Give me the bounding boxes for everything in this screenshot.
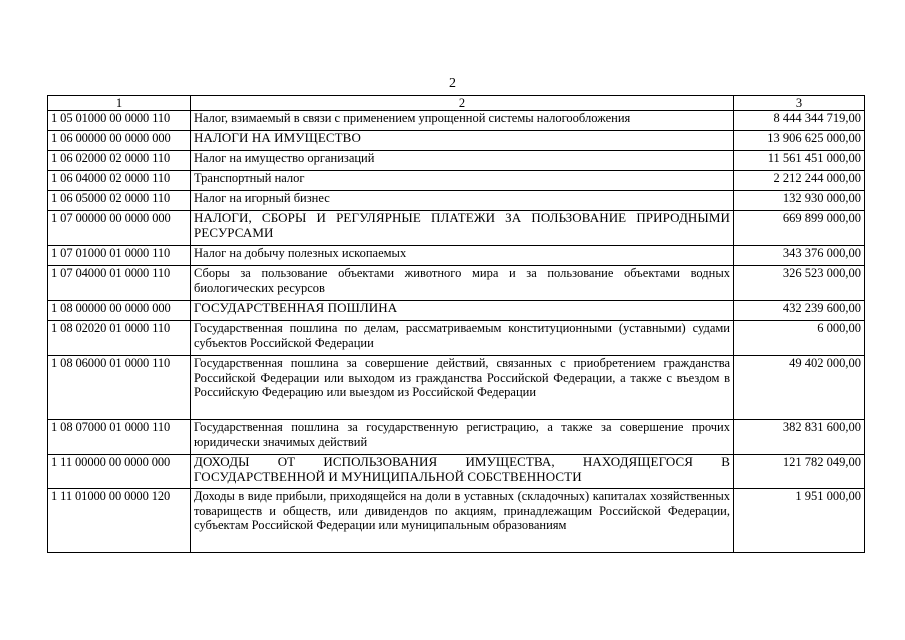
row-code: 1 07 00000 00 0000 000 <box>48 211 191 246</box>
row-code: 1 08 06000 01 0000 110 <box>48 356 191 420</box>
row-code: 1 06 05000 02 0000 110 <box>48 191 191 211</box>
row-amount: 2 212 244 000,00 <box>734 171 865 191</box>
row-name: Сборы за пользование объектами животного мира и за пользование объектами водных биологических ресурсов <box>191 266 734 301</box>
row-amount: 11 561 451 000,00 <box>734 151 865 171</box>
row-name: Налог на игорный бизнес <box>191 191 734 211</box>
row-code: 1 11 00000 00 0000 000 <box>48 455 191 489</box>
row-name: Государственная пошлина по делам, рассматриваемым конституционными (уставными) судами субъектов Российской Федерации <box>191 321 734 356</box>
table-row <box>48 191 865 211</box>
row-amount: 669 899 000,00 <box>734 211 865 246</box>
table-row <box>48 266 865 301</box>
row-amount: 326 523 000,00 <box>734 266 865 301</box>
table-row <box>48 301 865 321</box>
row-code: 1 06 00000 00 0000 000 <box>48 131 191 151</box>
table-row <box>48 171 865 191</box>
row-name: Транспортный налог <box>191 171 734 191</box>
table-row <box>48 420 865 455</box>
row-name: Доходы в виде прибыли, приходящейся на доли в уставных (складочных) капиталах хозяйственных товариществ и обществ, или дивидендов по акциям, принадлежащим Российской Федерации, субъектам Российской Федерации или муниципальным образованиям <box>191 489 734 553</box>
row-code: 1 08 00000 00 0000 000 <box>48 301 191 321</box>
row-name: Налог на добычу полезных ископаемых <box>191 246 734 266</box>
table-row <box>48 321 865 356</box>
table-row <box>48 211 865 246</box>
table-row <box>48 489 865 553</box>
row-name: Налог, взимаемый в связи с применением упрощенной системы налогообложения <box>191 111 734 131</box>
table-row <box>48 111 865 131</box>
row-code: 1 07 04000 01 0000 110 <box>48 266 191 301</box>
table-row <box>48 151 865 171</box>
column-header-2: 2 <box>191 96 734 111</box>
table-row <box>48 356 865 420</box>
row-amount: 343 376 000,00 <box>734 246 865 266</box>
row-amount: 382 831 600,00 <box>734 420 865 455</box>
row-name: НАЛОГИ, СБОРЫ И РЕГУЛЯРНЫЕ ПЛАТЕЖИ ЗА ПОЛЬЗОВАНИЕ ПРИРОДНЫМИ РЕСУРСАМИ <box>191 211 734 246</box>
row-name: ДОХОДЫ ОТ ИСПОЛЬЗОВАНИЯ ИМУЩЕСТВА, НАХОДЯЩЕГОСЯ В ГОСУДАРСТВЕННОЙ И МУНИЦИПАЛЬНОЙ СОБСТВЕННОСТИ <box>191 455 734 489</box>
row-code: 1 08 02020 01 0000 110 <box>48 321 191 356</box>
row-amount: 13 906 625 000,00 <box>734 131 865 151</box>
revenue-table <box>47 95 865 553</box>
column-header-3: 3 <box>734 96 865 111</box>
row-amount: 1 951 000,00 <box>734 489 865 553</box>
table-header-row <box>48 96 865 111</box>
row-amount: 121 782 049,00 <box>734 455 865 489</box>
column-header-1: 1 <box>48 96 191 111</box>
row-code: 1 06 02000 02 0000 110 <box>48 151 191 171</box>
table-row <box>48 455 865 489</box>
row-name: Государственная пошлина за совершение действий, связанных с приобретением гражданства Российской Федерации или выходом из гражданства Российской Федерации, а также с въездом в Российскую Федерацию или выездом из Российской Федерации <box>191 356 734 420</box>
row-code: 1 08 07000 01 0000 110 <box>48 420 191 455</box>
table-row <box>48 246 865 266</box>
row-amount: 132 930 000,00 <box>734 191 865 211</box>
row-amount: 49 402 000,00 <box>734 356 865 420</box>
row-name: Государственная пошлина за государственную регистрацию, а также за совершение прочих юридически значимых действий <box>191 420 734 455</box>
row-amount: 432 239 600,00 <box>734 301 865 321</box>
row-amount: 8 444 344 719,00 <box>734 111 865 131</box>
page-number: 2 <box>449 76 456 91</box>
row-code: 1 06 04000 02 0000 110 <box>48 171 191 191</box>
row-code: 1 07 01000 01 0000 110 <box>48 246 191 266</box>
row-name: НАЛОГИ НА ИМУЩЕСТВО <box>191 131 734 151</box>
row-name: ГОСУДАРСТВЕННАЯ ПОШЛИНА <box>191 301 734 321</box>
row-amount: 6 000,00 <box>734 321 865 356</box>
row-name: Налог на имущество организаций <box>191 151 734 171</box>
row-code: 1 05 01000 00 0000 110 <box>48 111 191 131</box>
row-code: 1 11 01000 00 0000 120 <box>48 489 191 553</box>
table-row <box>48 131 865 151</box>
